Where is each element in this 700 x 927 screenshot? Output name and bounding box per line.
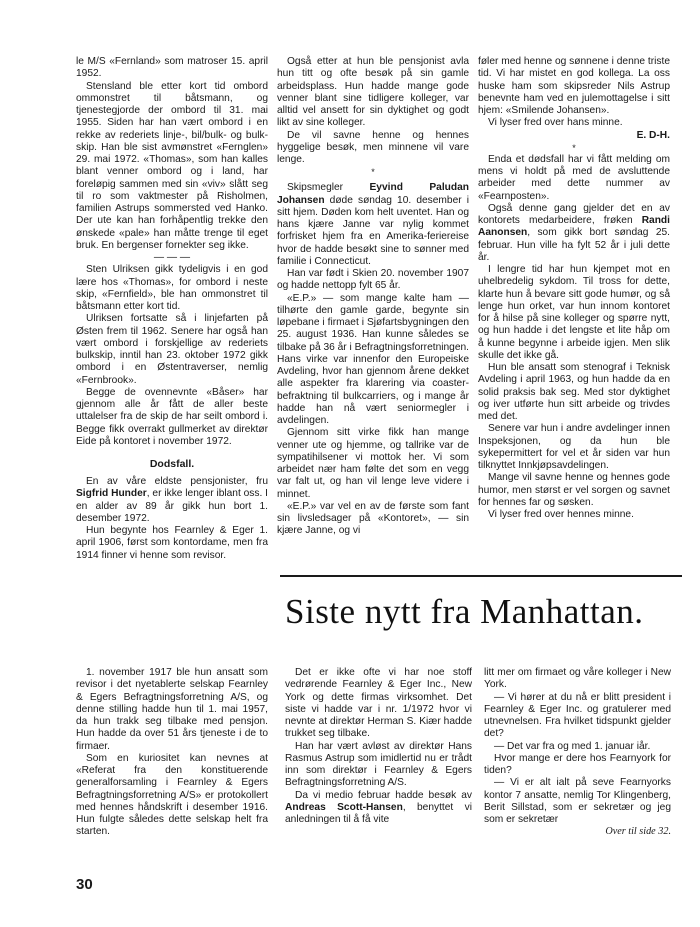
- person-name: Sigfrid Hunder: [76, 488, 147, 500]
- column-4: [76, 667, 268, 839]
- paragraph: Sten Ulriksen gikk tydeligvis i en god lære hos «Thomas», for ombord i neste skip, «Fernfield», ble han ommonstret til båtsmann etter kort tid.: [76, 264, 268, 312]
- paragraph: Også etter at hun ble pensjonist avla hun titt og ofte besøk på sin gamle arbeidsplass. Hun hadde mange gode venner blant sine tidligere kolleger, var alltid vel ansett for sin dyktighet og godt likt av sine kolleger.: [277, 56, 469, 129]
- paragraph: Det er ikke ofte vi har noe stoff vedrørende Fearnley & Eger Inc., New York og dette firmas virksomhet. Det siste vi hadde var i nr. 1/1972 hvor vi nevnte at direktør Herman S. Kiær hadde trukket seg tilbake.: [285, 667, 472, 740]
- paragraph: — Vi er alt ialt på seve Fearnyorks kontor 7 ansatte, nemlig Tor Klingenberg, Berit Sillstad, som er sekretær og jeg som er sekretær: [484, 777, 671, 825]
- paragraph: litt mer om firmaet og våre kolleger i New York.: [484, 667, 671, 691]
- article-column-2: [484, 667, 671, 839]
- paragraph: I lengre tid har hun kjempet mot en uhelbredelig sykdom. Til tross for dette, klarte hun å bevare sitt gode humør, og så lenge hun orket, var hun innom kontoret for å hilse på sine kolleger og spørre nytt, og hun hadde i det lengste et lite håp om å kunne begynne i arbeide igjen. Men slik skulle det ikke gå.: [478, 264, 670, 361]
- person-name: Andreas Scott-Hansen: [285, 801, 403, 813]
- paragraph: Skipsmegler Eyvind Paludan Johansen døde søndag 10. desember i sitt hjem. Døden kom helt uventet. Han og hans kjære Janne var nylig kommet forfrisket hjem fra en Amerika-feriereise hvor de hadde besøkt sine to sønner med familie i Connecticut.: [277, 182, 469, 267]
- paragraph: De vil savne henne og hennes hyggelige besøk, men minnene vil vare lenge.: [277, 129, 469, 165]
- paragraph: — Det var fra og med 1. januar iår.: [494, 740, 651, 752]
- continued-note: Over til side 32.: [605, 826, 671, 838]
- page-number: 30: [76, 876, 93, 893]
- paragraph: Vi lyser fred over hans minne.: [488, 117, 623, 129]
- paragraph: Som en kuriositet kan nevnes at «Referat fra den konstituerende generalforsamling i Fearnley & Egers Befragtningsforretning A/S» er protokollert med hennes håndskrift i desember 1916. Hun fulgte således dette selskap helt fra starten.: [76, 752, 268, 838]
- separator-dashes: — — —: [153, 252, 191, 263]
- paragraph: Mange vil savne henne og hennes gode humor, men størst er vel sorgen og savnet for hennes far og søsken.: [478, 472, 670, 508]
- paragraph: Ulriksen fortsatte så i linjefarten på Østen frem til 1962. Senere har også han vært ombord i forskjellige av rederiets bulkskip, inntil han 23. oktober 1972 gikk ombord i en Østentraverser, nemlig «Fernbrook».: [76, 313, 268, 386]
- paragraph: Gjennom sitt virke fikk han mange venner ute og hjemme, og tallrike var de sympatihilsener vi mottok her. Vi som arbeidet nær ham følte det som en vegg var falt ut, og han vil lenge leve videre i minnet.: [277, 427, 469, 500]
- column-2: [277, 56, 469, 538]
- paragraph: 1. november 1917 ble hun ansatt som revisor i det nyetablerte selskap Fearnley & Egers Befragtningsforretning A/S, og denne stilling hadde hun til 1. mai 1957, da hun trakk seg tilbake med pensjon. Hun hadde da over 51 års tjeneste i de to firmaer.: [76, 667, 268, 752]
- paragraph: Hun begynte hos Fearnley & Eger 1. april 1906, først som kontordame, men fra 1914 finner vi henne som revisor.: [76, 525, 268, 561]
- article-headline: Siste nytt fra Manhattan.: [285, 592, 644, 631]
- paragraph: le M/S «Fernland» som matroser 15. april 1952.: [76, 56, 268, 80]
- paragraph: Vi lyser fred over hennes minne.: [488, 509, 634, 520]
- paragraph: — Vi hører at du nå er blitt president i Fearnley & Eger Inc. og gratulerer med utnevnelsen. Fra hvilket tidspunkt gjelder det?: [484, 691, 671, 740]
- paragraph: Hvor mange er dere hos Fearnyork for tiden?: [484, 752, 671, 776]
- paragraph: Han har vært avløst av direktør Hans Rasmus Astrup som imidlertid nu er trådt inn som direktør i Fearnley & Egers Befragtningsforretning A/S.: [285, 740, 472, 789]
- section-star: *: [572, 142, 576, 153]
- paragraph: Senere var hun i andre avdelinger innen Inspeksjonen, og da hun ble sykepermittert for vel et år siden var hun tilknyttet Innkjøpsavdelingen.: [478, 423, 670, 471]
- person-name: Eyvind Paludan Johansen: [277, 182, 469, 206]
- paragraph: «E.P.» — som mange kalte ham — tilhørte den gamle garde, begynte sin løpebane i firmaet i Sjøfartsbygningen den 25. august 1936. Han kunne således se tilbake på 36 år i Befragtningsforretningen. Hans virke var innenfor den Europeiske Avdeling, hvor han gjennom årene dekket alle aspekter fra klarering via coaster-befraktning til bulkcarriers, og i mange år hadde han nå vært seniormegler i avdelingen.: [277, 292, 469, 426]
- paragraph: Enda et dødsfall har vi fått melding om mens vi holdt på med de avsluttende arbeider med dette nummer av «Fearnposten».: [478, 153, 670, 202]
- paragraph: Begge de ovennevnte «Båser» har gjennom alle år fått de aller beste uttalelser fra de skip de har seilt ombord i. Begge fikk overrakt gullmerket av direktør Eide på kontoret i november 1972.: [76, 386, 268, 447]
- section-star: *: [371, 167, 375, 178]
- column-3: [478, 56, 670, 521]
- article-column-1: [285, 667, 472, 826]
- paragraph: føler med henne og sønnene i denne triste tid. Vi har mistet en god kollega. La oss huske ham som skipsreder Nils Astrup benevnte ham ved en julemottagelse i sitt hjem: «Smilende Johansen».: [478, 56, 670, 116]
- person-name: Randi Aanonsen: [478, 215, 670, 239]
- column-1: [76, 56, 268, 562]
- paragraph: Han var født i Skien 20. november 1907 og hadde nettopp fylt 65 år.: [277, 268, 469, 292]
- paragraph: Også denne gang gjelder det en av kontorets medarbeidere, frøken Randi Aanonsen, som gikk bort søndag 25. februar. Hun ville ha fylt 52 år i juli dette år.: [478, 202, 670, 263]
- article-divider: [280, 575, 682, 577]
- paragraph: En av våre eldste pensjonister, fru Sigfrid Hunder, er ikke lenger iblant oss. I en alder av 89 år gikk hun bort 1. desember 1972.: [76, 476, 268, 524]
- paragraph: Stensland ble etter kort tid ombord ommonstret til båtsmann, og tjenestegjorde der ombord til 31. mai 1955. Siden har han vært ombord i en rekke av rederiets linje-, bil/bulk- og bulk-skip. Han ble sist avmønstret «Fernglen» 29. mai 1972. «Thomas», som han kalles blant venner ombord og i land, har foreløpig sammen med sin «viv» slått seg til ro som vaktmester på Risholmen, familien Astrups sommersted ved Hanko. Der ute kan han forhåpentlig trekke den ønskede «pale» han måtte trenge til eget bruk. En bergenser fornekter seg ikke.: [76, 80, 268, 251]
- signature: E. D-H.: [636, 129, 670, 141]
- obituary-heading: Dodsfall.: [149, 458, 195, 470]
- paragraph: Da vi medio februar hadde besøk av Andreas Scott-Hansen, benyttet vi anledningen til å få vite: [285, 789, 472, 825]
- paragraph: «E.P.» var vel en av de første som fant sin livsledsager på «Kontoret», — sin kjære Janne, og vi: [277, 500, 469, 537]
- paragraph: Hun ble ansatt som stenograf i Teknisk Avdeling i april 1963, og hun hadde da en solid praksis bak seg. Med stor dyktighet og iver utførte hun sitt arbeide og trivdes med det.: [478, 362, 670, 422]
